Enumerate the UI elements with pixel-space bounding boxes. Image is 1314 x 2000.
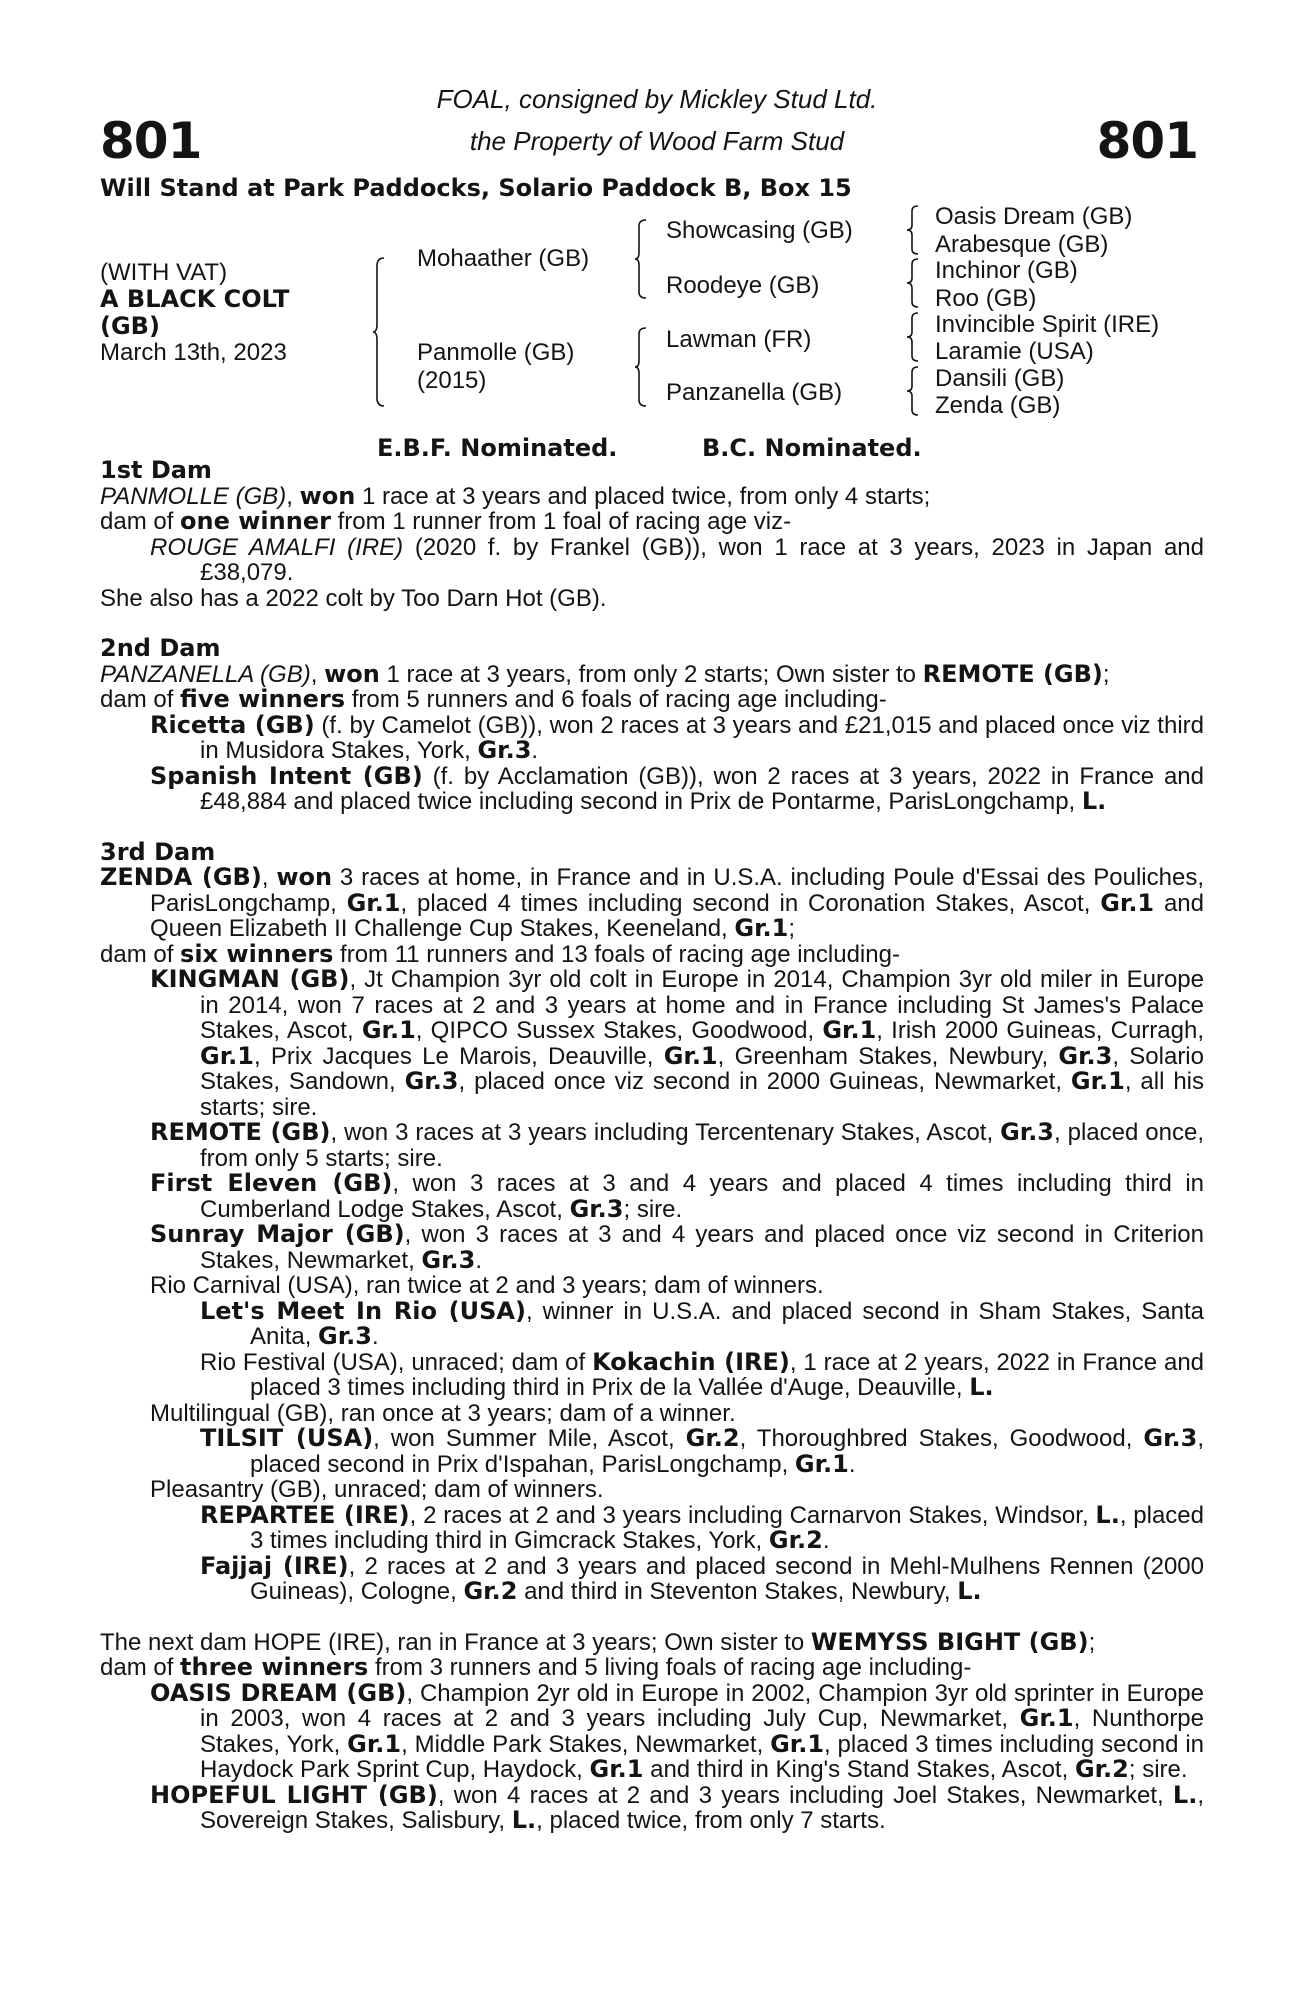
bold-run: Let's Meet In Rio (USA) [200,1296,526,1325]
bold-run: Gr.1 [589,1755,644,1783]
text-run: , placed 3 times including third in Gimcrack Stakes, York, [250,1501,1205,1554]
text-run: . [531,737,539,764]
bold-run: Gr.1 [1019,1704,1074,1732]
bold-run: Kokachin (IRE) [592,1347,790,1376]
bold-run: Ricetta (GB) [150,710,315,739]
pedigree-bracket-3 [634,326,648,408]
bold-run: L. [1081,787,1107,815]
pedigree-paragraph [100,939,1204,968]
pedigree-paragraph [100,659,1204,688]
text-run: , Champion 2yr old in Europe in 2002, Champion 3yr old sprinter in Europe in 2003, won 4 races at 2 and 3 years including July Cup, Newmarket, [200,1679,1204,1732]
text-run: ; [1102,660,1110,688]
pedigree-paragraph [100,1222,1204,1273]
text-run: , placed second in Prix d'Ispahan, ParisLongchamp, [250,1425,1204,1478]
g3-ancestor: Laramie (USA) [935,338,1094,365]
pedigree-paragraph [100,1120,1204,1171]
text-run: 3 races at home, in France and in U.S.A. including Poule d'Essai des Pouliches, ParisLongchamp, [150,864,1204,917]
bold-run: five winners [180,685,346,713]
text-run: . [475,1246,483,1274]
dam-dam: Panzanella (GB) [666,379,843,406]
vat-label: (WITH VAT) [100,259,228,286]
bold-run: Gr.3 [318,1322,372,1350]
bold-run: L. [1172,1780,1198,1809]
section-heading: 1st Dam [100,456,212,484]
text-run: , placed twice, from only 7 starts. [536,1807,886,1834]
bold-run: KINGMAN (GB) [150,965,350,993]
text-run: , Middle Park Stakes, Newmarket, [401,1730,771,1758]
text-run: She also has a 2022 colt by Too Darn Hot (GB). [100,584,607,612]
text-run: from 3 runners and 5 living foals of racing age including- [368,1654,972,1681]
bold-run: one winner [180,507,331,535]
text-run: , 2 races at 2 and 3 years including Carnarvon Stakes, Windsor, [409,1501,1096,1529]
text-run: from 1 runner from 1 foal of racing age viz- [330,508,792,535]
bold-run: Gr.1 [822,1016,877,1044]
text-run: and Queen Elizabeth II Challenge Cup Stakes, Keeneland, [150,889,1204,942]
section-gap [100,815,1204,840]
bold-run: Sunray Major (GB) [150,1220,405,1248]
pedigree-paragraph [100,481,1204,510]
bold-run: TILSIT (USA) [200,1424,374,1452]
text-run: , Greenham Stakes, Newbury, [717,1042,1059,1070]
pedigree-paragraph [100,1347,1205,1401]
bold-run: won [299,481,356,510]
pedigree-paragraph [100,509,1204,535]
bold-run: Gr.3 [1143,1424,1198,1452]
bold-run: OASIS DREAM (GB) [150,1678,407,1707]
bold-run: REMOTE (GB) [922,659,1103,688]
consignor-line: FOAL, consigned by Mickley Stud Ltd. [436,84,878,114]
text-run: , QIPCO Sussex Stakes, Goodwood, [415,1017,823,1044]
horse-description: A BLACK COLT [100,285,290,313]
sire: Mohaather (GB) [417,245,590,272]
bold-run: L. [969,1373,994,1401]
text-run: , won 4 races at 2 and 3 years including Joel Stakes, Newmarket, [437,1781,1173,1809]
bold-run: Gr.1 [346,888,401,917]
section-heading: 3rd Dam [100,837,216,866]
standing-location: Will Stand at Park Paddocks, Solario Paddock B, Box 15 [100,174,852,202]
bold-run: Gr.1 [770,1729,825,1758]
bold-run: Spanish Intent (GB) [150,761,423,790]
text-run: 1 race at 3 years and placed twice, from only 4 starts; [355,482,931,510]
pedigree-paragraph [100,1780,1204,1834]
pedigree-text [100,458,1204,1834]
text-run: , Nunthorpe Stakes, York, [200,1705,1205,1758]
text-run: , all his starts; sire. [200,1068,1204,1121]
text-run: Multilingual (GB), ran once at 3 years; dam of a winner. [150,1399,736,1427]
bold-run: REMOTE (GB) [150,1118,331,1146]
text-run: , won 3 races at 3 and 4 years and placed 4 times including third in Cumberland Lodge Stakes, Ascot, [200,1170,1205,1223]
pedigree-paragraph [100,1426,1204,1477]
bold-run: Gr.2 [685,1424,740,1452]
text-run: dam of [100,1654,181,1681]
g3-ancestor: Invincible Spirit (IRE) [935,311,1160,338]
pedigree-bracket-4 [906,204,920,256]
text-run: , placed once, from only 5 starts; sire. [200,1119,1204,1172]
text-run: ; [788,915,795,942]
text-run: from 11 runners and 13 foals of racing age including- [333,940,900,968]
bold-run: Gr.2 [1074,1755,1129,1783]
bold-run: won [276,863,333,891]
pedigree-bracket-1 [372,256,386,408]
sire-dam: Roodeye (GB) [666,272,820,299]
bold-run: WEMYSS BIGHT (GB) [810,1627,1089,1656]
text-run: , placed once viz second in 2000 Guineas, Newmarket, [458,1068,1071,1095]
bold-run: L. [511,1806,537,1834]
bold-run: Gr.3 [569,1194,624,1223]
bold-run: Gr.1 [361,1016,416,1044]
pedigree-paragraph [100,687,1204,713]
text-run: 1 race at 3 years, from only 2 starts; Own sister to [379,660,923,688]
g3-ancestor: Inchinor (GB) [935,257,1078,284]
pedigree-paragraph [100,1273,1204,1299]
bold-run: Gr.1 [663,1041,718,1070]
bold-run: Gr.2 [463,1577,518,1605]
bold-run: REPARTEE (IRE) [200,1500,410,1529]
section-gap [100,611,1204,636]
pedigree-paragraph [100,1551,1205,1605]
bold-run: Gr.1 [734,914,789,942]
text-run: (f. by Acclamation (GB)), won 2 races at 3 years, 2022 in France and £48,884 and placed twice including second in Prix de Pontarme, ParisLongchamp, [200,762,1204,815]
bold-run: Gr.1 [347,1729,402,1758]
pedigree-paragraph [100,1401,1204,1427]
bc-nomination: B.C. Nominated. [702,434,922,462]
text-run: Rio Festival (USA), unraced; dam of [200,1348,593,1376]
pedigree-paragraph [100,710,1204,764]
pedigree-paragraph [100,1627,1204,1656]
bold-run: L. [957,1577,982,1605]
property-line: the Property of Wood Farm Stud [469,126,845,156]
text-run: and third in King's Stand Stakes, Ascot, [643,1756,1075,1783]
text-run: , 2 races at 2 and 3 years and placed second in Mehl-Mulhens Rennen (2000 Guineas), Cologne, [250,1552,1205,1605]
text-run: , winner in U.S.A. and placed second in Sham Stakes, Santa Anita, [250,1297,1204,1350]
lot-number: 801 [100,112,202,170]
lot-number-right: 801 [1096,112,1198,170]
text-run: , 1 race at 2 years, 2022 in France and placed 3 times including third in Prix de la Vallée d'Auge, Deauville, [250,1348,1205,1401]
text-run: ; sire. [623,1195,683,1223]
dam-sire: Lawman (FR) [666,326,812,353]
italic-run: PANZANELLA (GB) [100,660,311,688]
pedigree-paragraph [100,586,1204,612]
bold-run: HOPEFUL LIGHT (GB) [150,1780,438,1809]
text-run: . [848,1450,856,1478]
bold-run: Gr.1 [1070,1067,1125,1095]
sire-sire: Showcasing (GB) [666,217,853,244]
text-run: . [822,1527,830,1554]
section-heading: 2nd Dam [100,634,221,662]
pedigree-paragraph [100,1655,1204,1681]
dam: Panmolle (GB) [417,339,575,366]
g3-ancestor: Dansili (GB) [935,365,1065,392]
bold-run: Gr.3 [421,1245,476,1274]
text-run: , [261,864,277,891]
text-run: Rio Carnival (USA), ran twice at 2 and 3 years; dam of winners. [150,1272,824,1299]
bold-run: Gr.3 [1058,1041,1113,1070]
text-run: and third in Steventon Stakes, Newbury, [517,1578,958,1605]
bold-run: three winners [180,1653,369,1681]
text-run: , Sovereign Stakes, Salisbury, [200,1781,1204,1834]
pedigree-paragraph [100,865,1204,942]
text-run: dam of [100,686,181,713]
text-run: , [310,660,325,688]
text-run: , won Summer Mile, Ascot, [373,1425,686,1452]
text-run: , placed 3 times including second in Haydock Park Sprint Cup, Haydock, [200,1730,1205,1783]
text-run: , won 3 races at 3 years including Tercentenary Stakes, Ascot, [330,1119,1001,1146]
foaling-date: March 13th, 2023 [100,339,287,366]
text-run: . [371,1323,379,1350]
text-run: (f. by Camelot (GB)), won 2 races at 3 years and £21,015 and placed once viz third in Musidora Stakes, York, [200,711,1204,764]
text-run: , Thoroughbred Stakes, Goodwood, [739,1425,1144,1452]
pedigree-paragraph [100,1171,1204,1222]
text-run: The next dam HOPE (IRE), ran in France at 3 years; Own sister to [100,1628,811,1656]
text-run: (2020 f. by Frankel (GB)), won 1 race at 3 years, 2023 in Japan and £38,079. [200,533,1204,586]
text-run: , placed 4 times including second in Coronation Stakes, Ascot, [400,889,1101,917]
text-run: , Irish 2000 Guineas, Curragh, [876,1017,1204,1044]
pedigree-paragraph [100,1500,1205,1554]
g3-ancestor: Arabesque (GB) [935,231,1109,258]
text-run: Pleasantry (GB), unraced; dam of winners. [150,1476,604,1503]
pedigree-paragraph [100,1296,1204,1350]
bold-run: Fajjaj (IRE) [200,1551,349,1580]
horse-origin: (GB) [100,312,160,340]
bold-run: ZENDA (GB) [100,863,262,891]
bold-run: L. [1095,1500,1120,1529]
text-run: , Solario Stakes, Sandown, [200,1042,1204,1095]
pedigree-bracket-6 [906,311,920,363]
text-run: ; sire. [1128,1756,1188,1783]
bold-run: Gr.1 [200,1041,254,1070]
bold-run: Gr.1 [794,1449,849,1478]
pedigree-paragraph [100,1477,1204,1503]
pedigree-paragraph [100,761,1204,815]
bold-run: six winners [180,939,334,968]
section-gap [100,1605,1204,1630]
italic-run: PANMOLLE (GB) [100,482,287,510]
text-run: dam of [100,508,181,535]
ebf-nomination: E.B.F. Nominated. [377,434,618,462]
text-run: , [286,482,300,510]
italic-run: ROUGE AMALFI (IRE) [150,533,404,561]
pedigree-paragraph [100,535,1204,586]
bold-run: Gr.3 [477,736,532,764]
pedigree-paragraph [100,967,1204,1120]
text-run: , won 3 races at 3 and 4 years and placed once viz second in Criterion Stakes, Newmarket, [200,1221,1204,1274]
text-run: from 5 runners and 6 foals of racing age including- [345,686,887,713]
bold-run: Gr.3 [1000,1118,1055,1146]
text-run: dam of [100,940,181,968]
bold-run: Gr.2 [768,1526,823,1554]
text-run: , Prix Jacques Le Marois, Deauville, [253,1042,664,1070]
bold-run: won [324,659,380,688]
pedigree-paragraph [100,1678,1205,1783]
bold-run: Gr.1 [1100,888,1155,917]
bold-run: Gr.3 [404,1067,459,1095]
pedigree-bracket-2 [634,218,648,300]
pedigree-bracket-5 [906,257,920,309]
g3-ancestor: Roo (GB) [935,285,1037,312]
bold-run: First Eleven (GB) [150,1169,393,1197]
g3-ancestor: Oasis Dream (GB) [935,203,1133,230]
text-run: , Jt Champion 3yr old colt in Europe in 2014, Champion 3yr old miler in Europe in 2014, won 7 races at 2 and 3 years at home and in France including St James's Palace Stakes, Ascot, [200,966,1204,1044]
g3-ancestor: Zenda (GB) [935,392,1061,419]
dam-year: (2015) [417,367,487,394]
text-run: ; [1088,1628,1096,1656]
pedigree-bracket-7 [906,365,920,417]
